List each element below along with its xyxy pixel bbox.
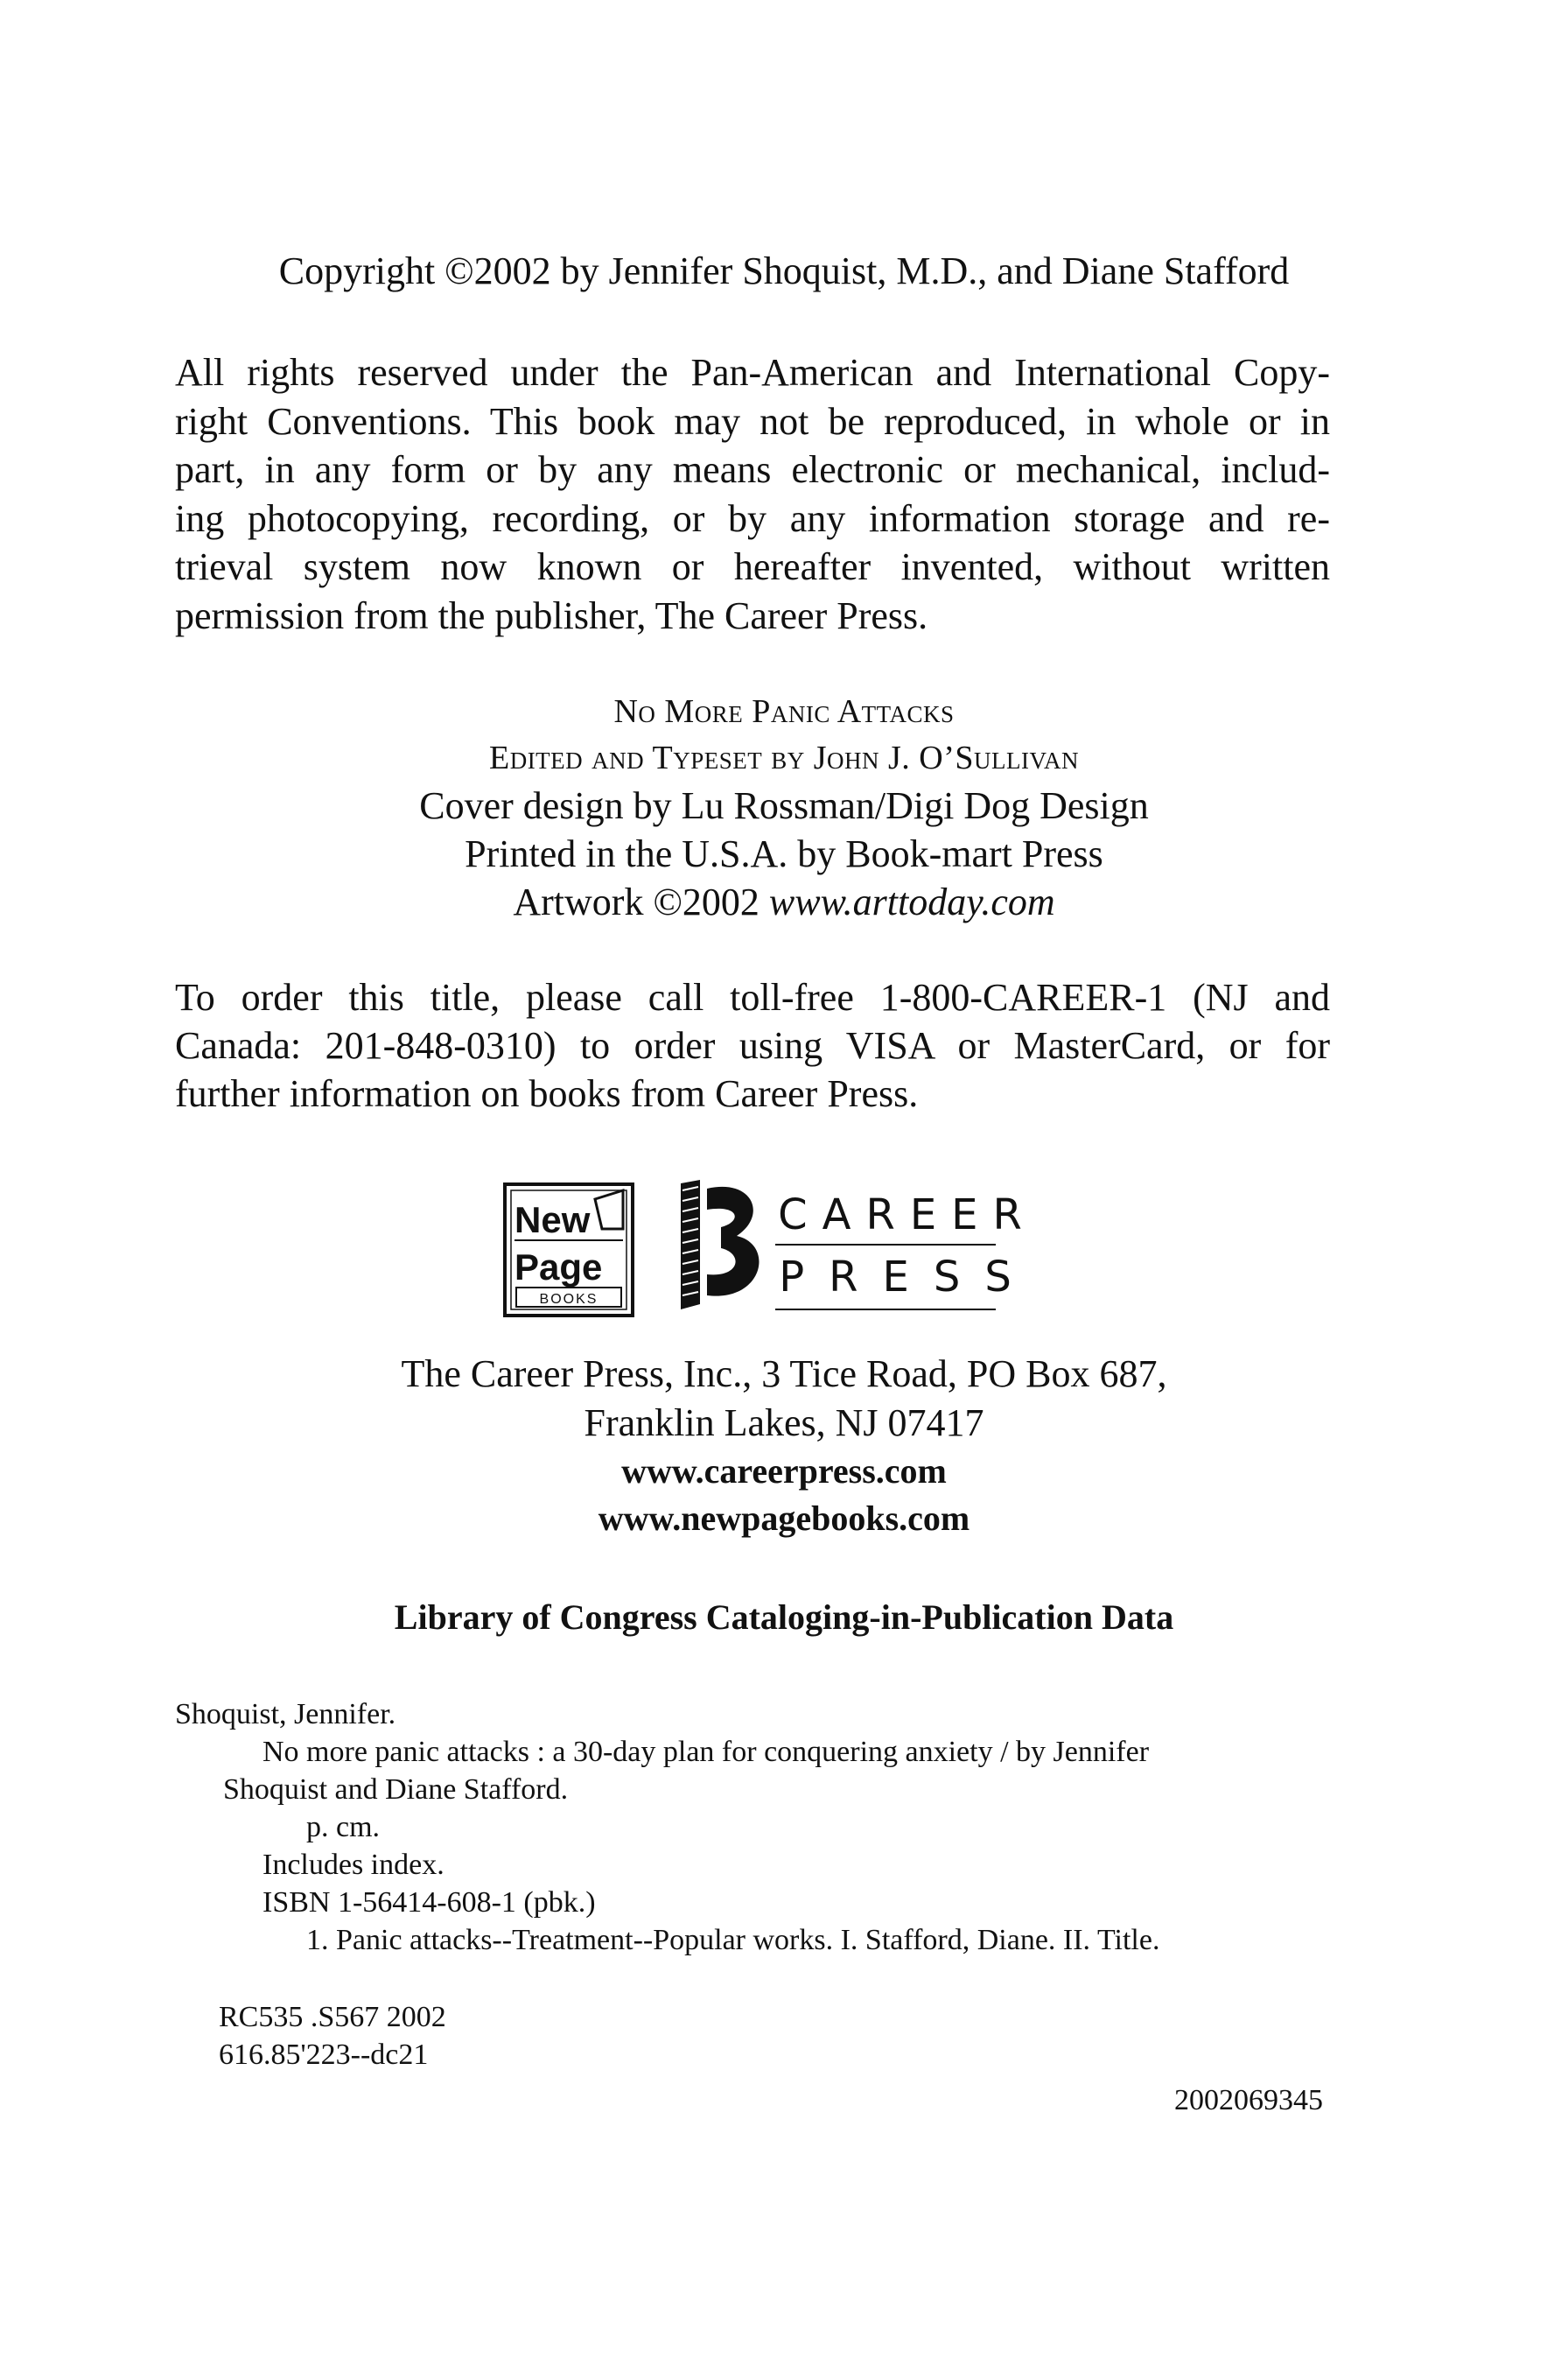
address-line: Franklin Lakes, NJ 07417 [584,1401,984,1444]
rights-line: part, in any form or by any means electronic or mechanical, includ- [175,448,1330,491]
rights-line: permission from the publisher, The Career Press. [175,593,928,637]
cip-line: 1. Panic attacks--Treatment--Popular works. I. Stafford, Diane. II. Title. [306,1924,1160,1956]
order-paragraph [175,973,1330,1118]
artwork-prefix: Artwork ©2002 [513,881,769,923]
publisher-logos [0,1173,1568,1322]
book-title: No More Panic Attacks [613,693,955,730]
press-text: PRESS [779,1253,1036,1302]
dewey-classification: 616.85'223--dc21 [219,2039,429,2071]
order-line: To order this title, please call toll-free 1-800-CAREER-1 (NJ and [175,976,1330,1019]
lc-classification: RC535 .S567 2002 [219,2001,446,2033]
career-press-logo [681,1180,1037,1309]
newpage-text-new: New [514,1199,591,1240]
cip-line: Includes index. [262,1849,444,1881]
newpage-text-books: BOOKS [539,1292,598,1307]
order-line: further information on books from Career Press. [175,1072,919,1115]
career-press-url[interactable]: www.careerpress.com [621,1451,947,1491]
artwork-url: www.arttoday.com [768,881,1055,923]
credits-block [0,689,1568,926]
cip-line: Shoquist and Diane Stafford. [223,1773,569,1806]
cip-block [175,1695,1159,1959]
cover-credit: Cover design by Lu Rossman/Digi Dog Design [419,784,1149,827]
rights-paragraph [175,348,1330,640]
artwork-credit [0,878,1568,926]
cip-line: ISBN 1-56414-608-1 (pbk.) [262,1886,596,1919]
new-page-books-logo [505,1184,633,1316]
new-page-books-url[interactable]: www.newpagebooks.com [598,1498,970,1538]
lccn-number: 2002069345 [1174,2084,1323,2116]
career-text: CAREER [778,1190,1037,1239]
printer-credit: Printed in the U.S.A. by Book-mart Press [465,832,1103,875]
publisher-address [0,1350,1568,1542]
rights-line: All rights reserved under the Pan-American and International Copy- [175,351,1330,394]
order-line: Canada: 201-848-0310) to order using VISA or MasterCard, or for [175,1024,1330,1067]
loc-heading: Library of Congress Cataloging-in-Publication Data [394,1597,1174,1637]
classification-block [219,1998,446,2074]
cip-line: No more panic attacks : a 30-day plan for conquering anxiety / by Jennifer [262,1736,1150,1768]
rights-line: trieval system now known or hereafter invented, without written [175,545,1330,588]
rights-line: ing photocopying, recording, or by any information storage and re- [175,496,1330,540]
editor-credit: Edited and Typeset by John J. O’Sullivan [488,740,1079,776]
cip-line: Shoquist, Jennifer. [175,1698,396,1730]
newpage-text-page: Page [514,1246,603,1288]
rights-line: right Conventions. This book may not be reproduced, in whole or in [175,399,1330,443]
cip-line: p. cm. [306,1811,381,1843]
address-line: The Career Press, Inc., 3 Tice Road, PO Box 687, [401,1352,1167,1395]
copyright-line: Copyright ©2002 by Jennifer Shoquist, M.D., and Diane Stafford [278,249,1290,292]
